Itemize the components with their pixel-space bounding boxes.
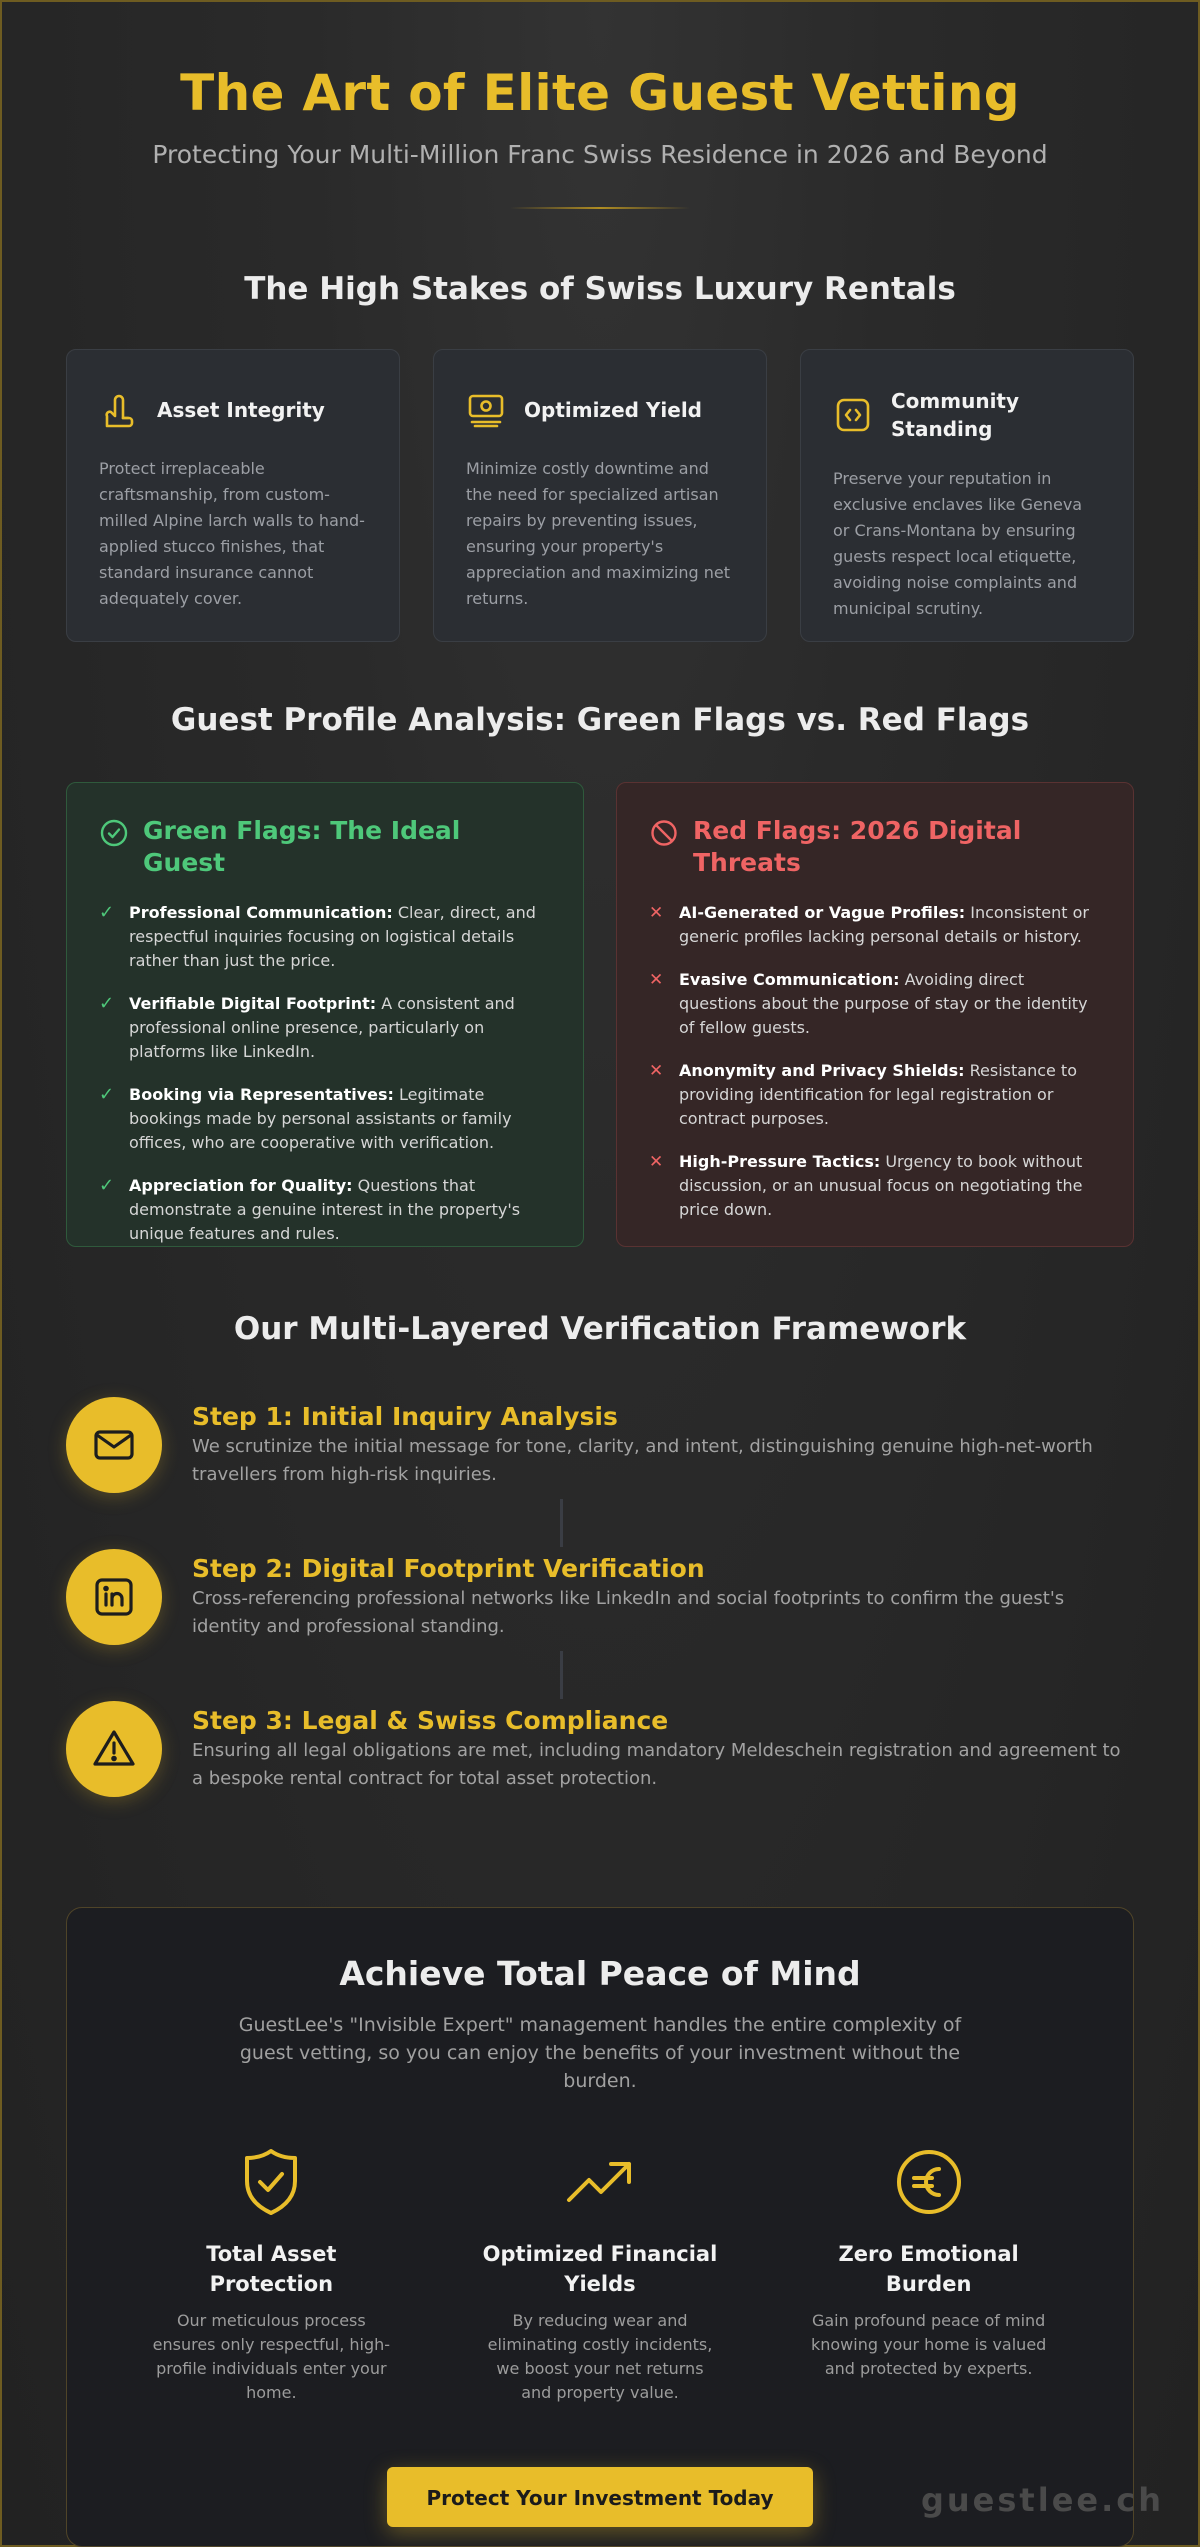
- list-item: [649, 901, 1101, 949]
- list-item: [99, 1174, 551, 1246]
- stake-card-optimized-yield: [433, 349, 767, 642]
- cross-icon: ✕: [649, 1152, 664, 1172]
- step-badge: [66, 1549, 162, 1645]
- flag-label: Appreciation for Quality:: [129, 1176, 353, 1195]
- benefit-title: Total Asset Protection: [206, 2242, 337, 2296]
- step-description: Cross-referencing professional networks like LinkedIn and social footprints to confirm the guest's identity and professional standing.: [192, 1588, 1065, 1637]
- banknote-icon: [466, 390, 506, 430]
- verification-steps: [2, 1397, 1198, 1853]
- flag-text: Inconsistent or generic profiles lacking personal details or history.: [679, 903, 1089, 946]
- benefit-asset-protection: [141, 2145, 401, 2405]
- step-title: Step 1: Initial Inquiry Analysis: [192, 1402, 618, 1431]
- flags-comparison: [2, 782, 1198, 1247]
- title-divider: [510, 207, 690, 209]
- list-item: [649, 968, 1101, 1040]
- checkmark-icon: ✓: [99, 1175, 115, 1196]
- flags-section-title: Guest Profile Analysis: Green Flags vs. Red Flags: [170, 702, 1030, 738]
- site-watermark: guestlee.ch: [920, 2481, 1164, 2519]
- flag-text: Questions that demonstrate a genuine interest in the property's unique features and rules.: [129, 1176, 521, 1243]
- flag-text: Avoiding direct questions about the purpose of stay or the identity of fellow guests.: [679, 970, 1088, 1037]
- step-title: Step 2: Digital Footprint Verification: [192, 1554, 705, 1583]
- benefit-financial-yields: [470, 2145, 730, 2405]
- cross-icon: ✕: [649, 970, 664, 990]
- flag-label: Anonymity and Privacy Shields:: [679, 1061, 965, 1080]
- red-flags-panel: [616, 782, 1134, 1247]
- linkedin-icon: [91, 1574, 137, 1620]
- peace-title: Achieve Total Peace of Mind: [339, 1954, 861, 1993]
- peace-intro: GuestLee's "Invisible Expert" management handles the entire complexity of guest vetting, so you can enjoy the benefits of your investment without the burden.: [238, 2014, 962, 2092]
- peace-of-mind-panel: [66, 1907, 1134, 2547]
- card-title: Optimized Yield: [524, 398, 702, 422]
- framework-section-title: Our Multi-Layered Verification Framework: [233, 1311, 967, 1347]
- card-title: Community Standing: [891, 389, 1020, 441]
- envelope-icon: [91, 1422, 137, 1468]
- flag-label: Verifiable Digital Footprint:: [129, 994, 377, 1013]
- flag-label: AI-Generated or Vague Profiles:: [679, 903, 966, 922]
- stake-card-community-standing: [800, 349, 1134, 642]
- stake-card-asset-integrity: [66, 349, 400, 642]
- checkmark-icon: ✓: [99, 1084, 115, 1105]
- step-title: Step 3: Legal & Swiss Compliance: [192, 1706, 669, 1735]
- flag-text: Clear, direct, and respectful inquiries focusing on logistical details rather than just the price.: [129, 903, 536, 970]
- list-item: [99, 1083, 551, 1155]
- trending-up-icon: [563, 2145, 637, 2219]
- step-2: [66, 1549, 1134, 1701]
- card-body: Preserve your reputation in exclusive enclaves like Geneva or Crans-Montana by ensuring guests respect local etiquette, avoiding noise complaints and municipal scrutiny.: [833, 469, 1083, 618]
- cross-icon: ✕: [649, 903, 664, 923]
- flag-text: Resistance to providing identification for legal registration or contract purposes.: [679, 1061, 1077, 1128]
- red-flags-title: Red Flags: 2026 Digital Threats: [693, 816, 1022, 877]
- step-description: We scrutinize the initial message for tone, clarity, and intent, distinguishing genuine high-net-worth travellers from high-risk inquiries.: [192, 1436, 1093, 1485]
- list-item: [99, 901, 551, 973]
- benefit-description: By reducing wear and eliminating costly incidents, we boost your net returns and property value.: [487, 2311, 713, 2402]
- ban-icon: [649, 818, 679, 848]
- benefit-description: Gain profound peace of mind knowing your home is valued and protected by experts.: [810, 2311, 1047, 2378]
- step-badge: [66, 1397, 162, 1493]
- benefit-title: Zero Emotional Burden: [838, 2242, 1019, 2296]
- hand-thumb-icon: [99, 390, 139, 430]
- green-flags-list: [99, 901, 551, 1246]
- card-body: Protect irreplaceable craftsmanship, from custom-milled Alpine larch walls to hand-applied stucco finishes, that standard insurance cannot adequately cover.: [99, 459, 365, 608]
- red-flags-list: [649, 901, 1101, 1222]
- list-item: [649, 1150, 1101, 1222]
- code-square-icon: [833, 395, 873, 435]
- cross-icon: ✕: [649, 1061, 664, 1081]
- green-flags-panel: [66, 782, 584, 1247]
- benefits-row: [67, 2145, 1133, 2405]
- step-description: Ensuring all legal obligations are met, including mandatory Meldeschein registration and agreement to a bespoke rental contract for total asset protection.: [192, 1740, 1121, 1789]
- check-circle-icon: [99, 818, 129, 848]
- card-title: Asset Integrity: [157, 398, 325, 422]
- checkmark-icon: ✓: [99, 993, 115, 1014]
- step-badge: [66, 1701, 162, 1797]
- stakes-section-title: The High Stakes of Swiss Luxury Rentals: [244, 271, 956, 307]
- flag-text: A consistent and professional online presence, particularly on platforms like LinkedIn.: [129, 994, 515, 1061]
- warning-icon: [91, 1726, 137, 1772]
- page-subtitle: Protecting Your Multi-Million Franc Swiss Residence in 2026 and Beyond: [152, 140, 1048, 169]
- hero: [2, 2, 1198, 209]
- benefit-emotional-burden: [799, 2145, 1059, 2405]
- flag-label: Booking via Representatives:: [129, 1085, 394, 1104]
- checkmark-icon: ✓: [99, 902, 115, 923]
- flag-label: High-Pressure Tactics:: [679, 1152, 881, 1171]
- list-item: [649, 1059, 1101, 1131]
- flag-text: Urgency to book without discussion, or an unusual focus on negotiating the price down.: [679, 1152, 1083, 1219]
- stakes-cards: [2, 349, 1198, 642]
- step-1: [66, 1397, 1134, 1549]
- step-3: [66, 1701, 1134, 1853]
- flag-label: Professional Communication:: [129, 903, 393, 922]
- page-title: The Art of Elite Guest Vetting: [180, 64, 1020, 122]
- card-body: Minimize costly downtime and the need for specialized artisan repairs by preventing issues, ensuring your property's appreciation and maximizing net returns.: [466, 459, 730, 608]
- benefit-title: Optimized Financial Yields: [482, 2242, 718, 2296]
- benefit-description: Our meticulous process ensures only respectful, high-profile individuals enter your home.: [152, 2311, 391, 2402]
- protect-investment-button[interactable]: Protect Your Investment Today: [387, 2467, 813, 2527]
- euro-icon: [892, 2145, 966, 2219]
- shield-check-icon: [234, 2145, 308, 2219]
- list-item: [99, 992, 551, 1064]
- flag-label: Evasive Communication:: [679, 970, 900, 989]
- green-flags-title: Green Flags: The Ideal Guest: [143, 816, 461, 877]
- flag-text: Legitimate bookings made by personal assistants or family offices, who are cooperative with verification.: [129, 1085, 512, 1152]
